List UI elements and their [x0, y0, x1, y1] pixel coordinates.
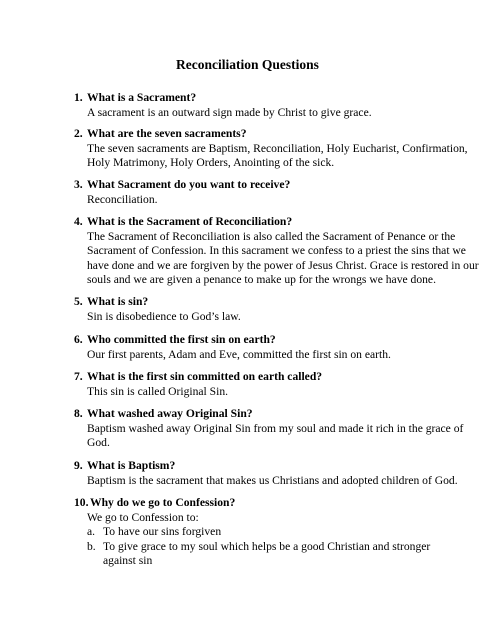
answer-line: Reconciliation.	[87, 192, 158, 206]
sub-list-item	[87, 540, 474, 569]
question-item-8	[74, 407, 474, 451]
question-text: What is the Sacrament of Reconciliation?	[87, 215, 293, 228]
sub-list-item	[87, 525, 474, 540]
question-text: What is the first sin committed on earth called?	[87, 370, 323, 383]
sub-item-letter: a.	[87, 525, 96, 539]
answer-line: The Sacrament of Reconciliation is also called the Sacrament of Penance or the	[87, 229, 456, 243]
question-number: 8.	[74, 407, 83, 420]
question-text: What is sin?	[87, 295, 149, 308]
question-item-1	[74, 91, 474, 120]
answer-line: have done and we are forgiven by the power of Jesus Christ. Grace is restored in our	[87, 258, 479, 272]
document-title: Reconciliation Questions	[176, 57, 319, 72]
answer-line: We go to Confession to:	[87, 510, 199, 524]
question-number: 4.	[74, 215, 83, 228]
question-item-7	[74, 370, 474, 399]
question-number: 5.	[74, 295, 83, 308]
sub-item-letter: b.	[87, 539, 96, 553]
question-item-6	[74, 333, 474, 362]
answer-line: Sin is disobedience to God’s law.	[87, 309, 241, 323]
answer-line: A sacrament is an outward sign made by Christ to give grace.	[87, 105, 372, 119]
question-item-9	[74, 459, 474, 488]
question-text: What are the seven sacraments?	[87, 127, 247, 140]
question-item-4	[74, 215, 479, 288]
answer-line: Baptism washed away Original Sin from my soul and made it rich in the grace of	[87, 421, 464, 435]
sub-item-text: To give grace to my soul which helps be a good Christian and stronger	[103, 539, 431, 553]
question-text: What is Baptism?	[87, 459, 176, 472]
answer-line: Our first parents, Adam and Eve, committed the first sin on earth.	[87, 347, 391, 361]
question-item-3	[74, 178, 474, 207]
sub-item-text: To have our sins forgiven	[103, 525, 222, 539]
answer-line: souls and we are given a penance to make up for the wrongs we have done.	[87, 273, 436, 287]
question-number: 6.	[74, 333, 83, 346]
question-text: Who committed the first sin on earth?	[87, 333, 276, 346]
question-number: 9.	[74, 459, 83, 472]
question-text: What washed away Original Sin?	[87, 407, 253, 420]
answer-line: Baptism is the sacrament that makes us Christians and adopted children of God.	[87, 473, 458, 487]
question-item-5	[74, 295, 474, 324]
question-number: 2.	[74, 127, 83, 140]
question-item-2	[74, 127, 474, 171]
question-text: What Sacrament do you want to receive?	[87, 178, 291, 191]
sub-list	[87, 525, 474, 569]
question-text: What is a Sacrament?	[87, 91, 197, 104]
answer-line: The seven sacraments are Baptism, Reconciliation, Holy Eucharist, Confirmation,	[87, 141, 468, 155]
question-item-10	[74, 496, 474, 569]
question-number: 10.	[74, 496, 89, 509]
question-number: 7.	[74, 370, 83, 383]
sub-item-text: against sin	[103, 554, 153, 568]
question-number: 1.	[74, 91, 83, 104]
answer-line: This sin is called Original Sin.	[87, 384, 229, 398]
question-text: Why do we go to Confession?	[90, 496, 236, 509]
answer-line: God.	[87, 436, 110, 450]
answer-line: Sacrament of Confession. In this sacrament we confess to a priest the sins that we	[87, 244, 466, 258]
question-number: 3.	[74, 178, 83, 191]
answer-line: Holy Matrimony, Holy Orders, Anointing of the sick.	[87, 156, 335, 170]
